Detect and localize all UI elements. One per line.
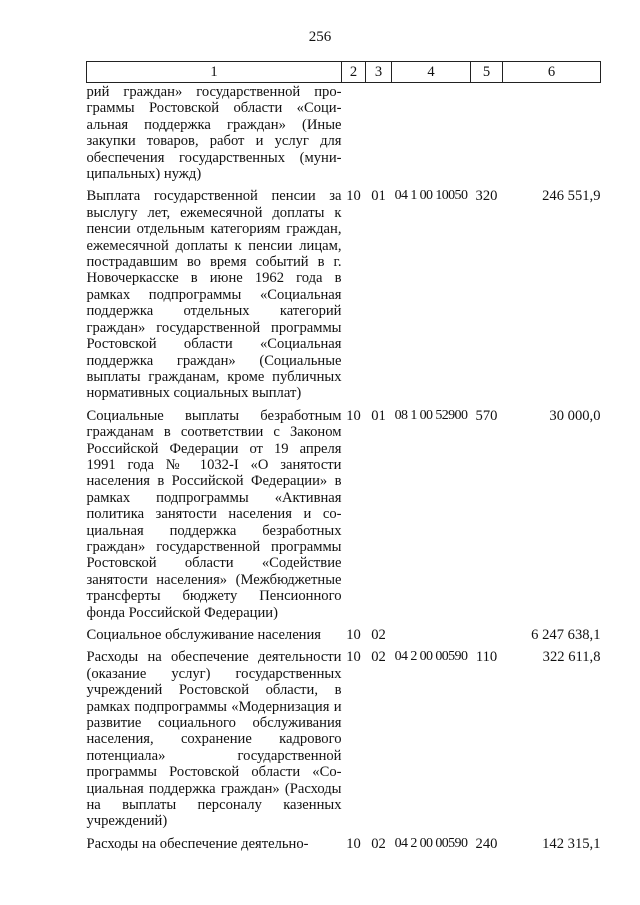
- column-header-3: 3: [366, 62, 392, 83]
- column-header-2: 2: [342, 62, 366, 83]
- row-amount: 30 000,0: [549, 407, 601, 424]
- table-row: [87, 836, 601, 852]
- row-target-article: [392, 83, 471, 189]
- row-target-article: 04 2 00 00590: [394, 835, 468, 851]
- row-section: 10: [346, 407, 361, 424]
- row-amount: 142 315,1: [542, 835, 601, 852]
- row-subsection: 01: [371, 407, 386, 424]
- column-header-1: 1: [87, 62, 342, 83]
- row-expense-type: [471, 83, 503, 189]
- page-number: 256: [308, 29, 332, 45]
- column-header-5: 5: [471, 62, 503, 83]
- row-expense-type: 320: [475, 188, 498, 205]
- table-header: [87, 62, 601, 83]
- row-expense-type: [471, 627, 503, 649]
- header-row: [87, 62, 601, 83]
- row-description: рий граждан» государственной программы Ростовской области «Социальная поддержка граждан» (Иные закупки товаров, работ и услуг для обеспечения государственных (муниципальных) нужд): [86, 84, 342, 183]
- row-target-article: 08 1 00 52900: [394, 407, 468, 423]
- row-section: 10: [346, 188, 361, 205]
- row-expense-type: 570: [475, 407, 498, 424]
- column-header-6: 6: [503, 62, 601, 83]
- table-row: [87, 627, 601, 649]
- column-header-4: 4: [392, 62, 471, 83]
- budget-table: [86, 61, 601, 852]
- row-expense-type: 110: [475, 649, 498, 666]
- row-subsection: [366, 83, 392, 189]
- row-description: Расходы на обеспечение деятельности (оказание услуг) государственных учреждений Ростовской области, в рамках подпрограммы «Модернизация и развитие социального обслуживания населения, сохранение кадрового потенциала» государственной программы Ростовской области «Социальная поддержка граждан» (Расходы на выплаты персоналу казенных учреждений): [86, 649, 342, 830]
- table-row: [87, 188, 601, 407]
- row-section: 10: [346, 835, 361, 852]
- table-body: [87, 83, 601, 853]
- row-description: Социальные выплаты безработным гражданам в соответствии с Законом Российской Федерации от 19 апреля 1991 года № 1032-I «О занятости населения в Российской Федерации» в рамках подпрограммы «Активная политика занятости населения и социальная поддержка безработных граждан» государственной программы Ростовской области «Содействие занятости населения» (Межбюджетные трансферты бюджету Пенсионного фонда Российской Федерации): [86, 407, 342, 621]
- row-target-article: [392, 627, 471, 649]
- row-description: Расходы на обеспечение деятельно-: [86, 835, 309, 852]
- row-subsection: 02: [371, 835, 386, 852]
- row-section: 10: [346, 627, 361, 643]
- row-amount: 6 247 638,1: [531, 627, 601, 643]
- row-subsection: 02: [371, 649, 386, 666]
- row-section: [342, 83, 366, 189]
- row-amount: [503, 83, 601, 189]
- row-subsection: 01: [371, 188, 386, 205]
- table-row: [87, 408, 601, 627]
- table-row: [87, 649, 601, 835]
- row-target-article: 04 2 00 00590: [394, 649, 468, 665]
- row-amount: 322 611,8: [542, 649, 601, 666]
- row-subsection: 02: [371, 627, 386, 643]
- row-section: 10: [346, 649, 361, 666]
- row-expense-type: 240: [475, 835, 498, 852]
- row-amount: 246 551,9: [542, 188, 601, 205]
- table-row: [87, 83, 601, 189]
- row-description: Выплата государственной пенсии за выслугу лет, ежемесячной доплаты к пенсии отдельным категориям граждан, ежемесячной доплаты к пенсии лицам, пострадавшим во время событий в г. Новочеркасске в июне 1962 года в рамках подпрограммы «Социальная поддержка отдельных категорий граждан» государственной программы Ростовской области «Социальная поддержка граждан» (Социальные выплаты гражданам, кроме публичных нормативных социальных выплат): [86, 188, 342, 402]
- row-description: Социальное обслуживание населения: [86, 627, 322, 643]
- row-target-article: 04 1 00 10050: [394, 188, 468, 204]
